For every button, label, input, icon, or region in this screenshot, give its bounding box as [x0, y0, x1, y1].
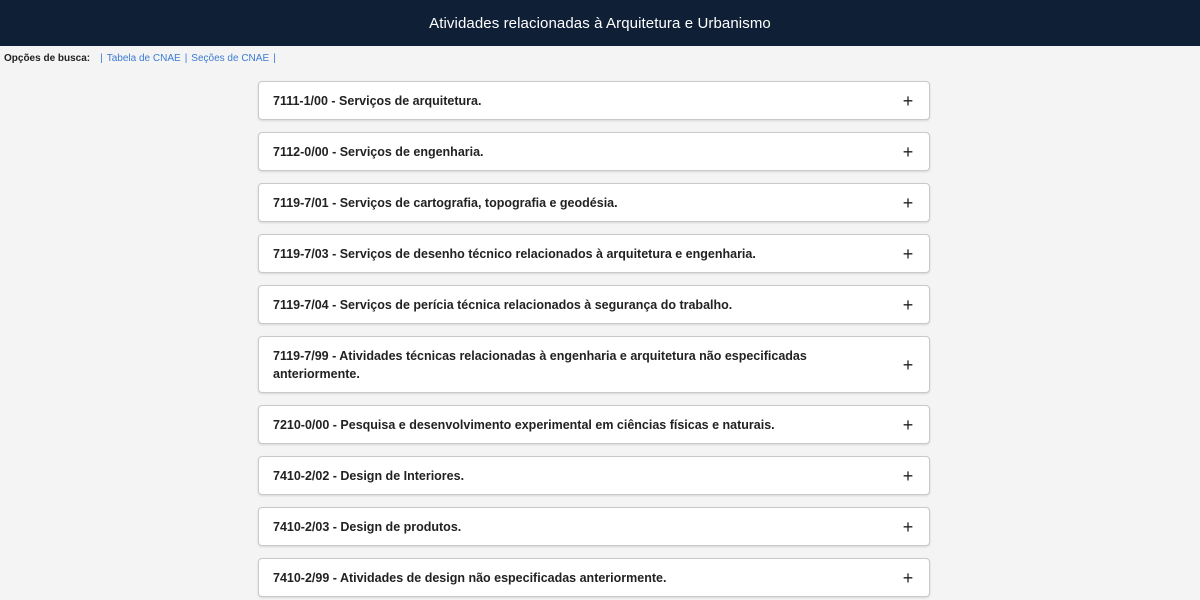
accordion-item-7119-7-04[interactable] [258, 285, 930, 324]
accordion-item-7119-7-03[interactable] [258, 234, 930, 273]
plus-icon[interactable]: + [902, 294, 914, 315]
accordion-item-label: 7410-2/03 - Design de produtos. [273, 519, 462, 534]
top-header-bar [0, 0, 1200, 46]
accordion-item-label: 7410-2/99 - Atividades de design não especificadas anteriormente. [273, 570, 667, 585]
accordion-item-7119-7-01[interactable] [258, 183, 930, 222]
separator: | [273, 52, 276, 64]
accordion-item-label: 7119-7/03 - Serviços de desenho técnico relacionados à arquitetura e engenharia. [273, 246, 756, 261]
page-title: Atividades relacionadas à Arquitetura e Urbanismo [429, 14, 771, 32]
search-options [4, 51, 280, 65]
plus-icon[interactable]: + [902, 354, 914, 375]
separator: | [100, 52, 103, 64]
separator: | [184, 52, 188, 64]
accordion-item-7119-7-99[interactable] [258, 336, 930, 393]
accordion-item-label: 7111-1/00 - Serviços de arquitetura. [273, 93, 482, 108]
plus-icon[interactable]: + [902, 90, 914, 111]
accordion-item-label: 7210-0/00 - Pesquisa e desenvolvimento experimental em ciências físicas e naturais. [273, 417, 775, 432]
accordion-item-label: 7119-7/99 - Atividades técnicas relacionadas à engenharia e arquitetura não especificadas anteriormente. [273, 348, 807, 381]
accordion-item-label: 7119-7/04 - Serviços de perícia técnica relacionados à segurança do trabalho. [273, 297, 733, 312]
accordion-item-7410-2-99[interactable] [258, 558, 930, 597]
accordion-item-7410-2-02[interactable] [258, 456, 930, 495]
plus-icon[interactable]: + [902, 465, 914, 486]
plus-icon[interactable]: + [902, 141, 914, 162]
link-tabela-cnae[interactable]: Tabela de CNAE [106, 52, 181, 64]
accordion-item-label: 7410-2/02 - Design de Interiores. [273, 468, 465, 483]
accordion-item-7111-1-00[interactable] [258, 81, 930, 120]
plus-icon[interactable]: + [902, 567, 914, 588]
plus-icon[interactable]: + [902, 192, 914, 213]
activity-accordion-list [258, 81, 930, 597]
accordion-item-7410-2-03[interactable] [258, 507, 930, 546]
link-secoes-cnae[interactable]: Seções de CNAE [191, 52, 270, 64]
accordion-item-7210-0-00[interactable] [258, 405, 930, 444]
accordion-item-label: 7119-7/01 - Serviços de cartografia, topografia e geodésia. [273, 195, 618, 210]
accordion-item-7112-0-00[interactable] [258, 132, 930, 171]
search-options-label: Opções de busca: [4, 52, 91, 64]
plus-icon[interactable]: + [902, 516, 914, 537]
accordion-item-label: 7112-0/00 - Serviços de engenharia. [273, 144, 484, 159]
plus-icon[interactable]: + [902, 243, 914, 264]
plus-icon[interactable]: + [902, 414, 914, 435]
